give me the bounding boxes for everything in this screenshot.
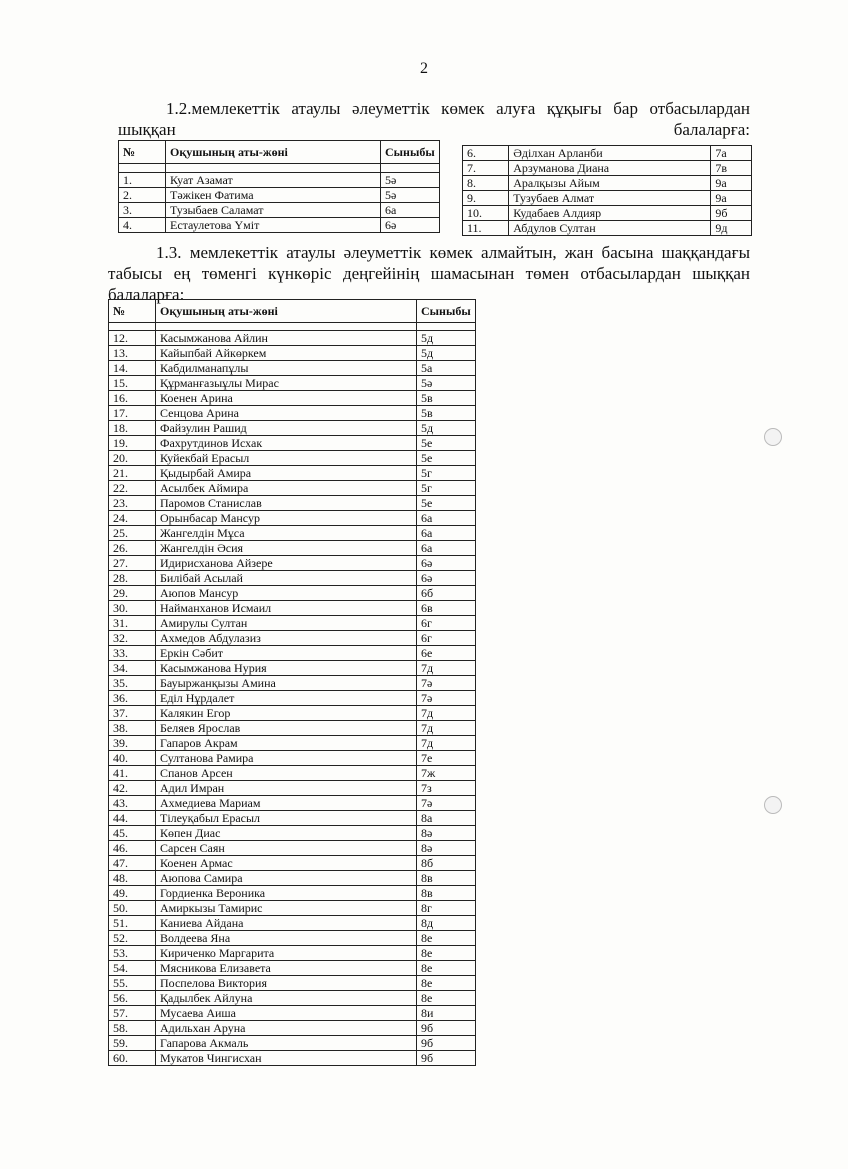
student-class: 6е (417, 646, 476, 661)
table-row (463, 206, 752, 221)
student-name: Аюпов Мансур (156, 586, 417, 601)
student-name: Волдеева Яна (156, 931, 417, 946)
student-name: Әділхан Арланби (509, 146, 711, 161)
student-class: 7ж (417, 766, 476, 781)
student-name: Естаулетова Үміт (166, 218, 381, 233)
student-name: Коенен Арина (156, 391, 417, 406)
student-class: 5д (417, 331, 476, 346)
table-spacer-row (119, 164, 440, 173)
row-number: 50. (109, 901, 156, 916)
student-class: 8и (417, 1006, 476, 1021)
student-class: 5г (417, 466, 476, 481)
row-number: 20. (109, 451, 156, 466)
table-row (109, 331, 476, 346)
student-name: Кудабаев Алдияр (509, 206, 711, 221)
student-class: 6г (417, 616, 476, 631)
student-name: Паромов Станислав (156, 496, 417, 511)
student-name: Жангелдін Мұса (156, 526, 417, 541)
row-number: 28. (109, 571, 156, 586)
row-number: 22. (109, 481, 156, 496)
student-name: Кабдилманапұлы (156, 361, 417, 376)
table-body (119, 173, 440, 233)
table-row (109, 616, 476, 631)
student-name: Беляев Ярослав (156, 721, 417, 736)
section-1-2-table-left (118, 140, 440, 233)
student-class: 6ә (417, 571, 476, 586)
table-row (109, 886, 476, 901)
row-number: 39. (109, 736, 156, 751)
table-row (109, 841, 476, 856)
student-name: Гапаров Акрам (156, 736, 417, 751)
page-number: 2 (420, 60, 428, 77)
table-row (109, 376, 476, 391)
table-row (109, 346, 476, 361)
student-class: 7е (417, 751, 476, 766)
table-row (109, 601, 476, 616)
row-number: 24. (109, 511, 156, 526)
student-class: 6б (417, 586, 476, 601)
table-row (119, 203, 440, 218)
row-number: 34. (109, 661, 156, 676)
table-row (463, 176, 752, 191)
student-class: 9а (711, 191, 752, 206)
student-name: Сенцова Арина (156, 406, 417, 421)
row-number: 13. (109, 346, 156, 361)
table-header-row (119, 141, 440, 164)
student-class: 8а (417, 811, 476, 826)
row-number: 3. (119, 203, 166, 218)
student-name: Ахмедиева Мариам (156, 796, 417, 811)
row-number: 25. (109, 526, 156, 541)
table-row (109, 796, 476, 811)
student-name: Аралқызы Айым (509, 176, 711, 191)
student-name: Найманханов Исмаил (156, 601, 417, 616)
row-number: 18. (109, 421, 156, 436)
table-row (109, 466, 476, 481)
student-name: Жангелдін Әсия (156, 541, 417, 556)
student-name: Сарсен Саян (156, 841, 417, 856)
row-number: 11. (463, 221, 509, 236)
table-row (109, 1036, 476, 1051)
student-class: 7ә (417, 676, 476, 691)
row-number: 53. (109, 946, 156, 961)
student-name: Касымжанова Айлин (156, 331, 417, 346)
row-number: 6. (463, 146, 509, 161)
student-name: Каниева Айдана (156, 916, 417, 931)
student-name: Адил Имран (156, 781, 417, 796)
student-class: 8г (417, 901, 476, 916)
row-number: 37. (109, 706, 156, 721)
student-class: 6г (417, 631, 476, 646)
table-row (109, 496, 476, 511)
table-row (463, 221, 752, 236)
row-number: 45. (109, 826, 156, 841)
student-name: Куат Азамат (166, 173, 381, 188)
student-name: Гапарова Акмаль (156, 1036, 417, 1051)
table-row (109, 451, 476, 466)
student-class: 9б (417, 1036, 476, 1051)
table-row (109, 571, 476, 586)
student-class: 7д (417, 721, 476, 736)
student-class: 8б (417, 856, 476, 871)
row-number: 30. (109, 601, 156, 616)
col-header-number: № (109, 300, 156, 323)
row-number: 9. (463, 191, 509, 206)
table-row (109, 631, 476, 646)
student-class: 7д (417, 736, 476, 751)
student-name: Еділ Нұрдалет (156, 691, 417, 706)
student-name: Куйекбай Ерасыл (156, 451, 417, 466)
student-class: 5д (417, 421, 476, 436)
col-header-class: Сыныбы (417, 300, 476, 323)
student-name: Файзулин Рашид (156, 421, 417, 436)
table-row (109, 811, 476, 826)
table-row (463, 191, 752, 206)
student-name: Тілеуқабыл Ерасыл (156, 811, 417, 826)
table-row (109, 421, 476, 436)
row-number: 32. (109, 631, 156, 646)
table-row (109, 406, 476, 421)
table-spacer-row (109, 323, 476, 331)
table-row (109, 976, 476, 991)
table-row (109, 1021, 476, 1036)
row-number: 40. (109, 751, 156, 766)
row-number: 33. (109, 646, 156, 661)
table-row (463, 146, 752, 161)
table-row (109, 586, 476, 601)
table-row (109, 736, 476, 751)
row-number: 12. (109, 331, 156, 346)
table-header-row (109, 300, 476, 323)
row-number: 8. (463, 176, 509, 191)
student-name: Гордиенка Вероника (156, 886, 417, 901)
table-row (109, 856, 476, 871)
table-row (109, 871, 476, 886)
row-number: 19. (109, 436, 156, 451)
student-class: 5е (417, 436, 476, 451)
table-body (109, 331, 476, 1066)
row-number: 48. (109, 871, 156, 886)
table-row (109, 721, 476, 736)
student-name: Ахмедов Абдулазиз (156, 631, 417, 646)
student-name: Султанова Рамира (156, 751, 417, 766)
student-name: Амиркызы Тамирис (156, 901, 417, 916)
binder-hole (764, 428, 782, 446)
section-1-3-table (108, 299, 476, 1066)
row-number: 31. (109, 616, 156, 631)
student-class: 8е (417, 961, 476, 976)
section-1-3-heading: 1.3. мемлекеттік атаулы әлеуметтік көмек алмайтын, жан басына шаққандағы табысы ең төменгі күнкөріс деңгейінің шамасынан төмен отбасылардан шыққан балаларға: (108, 243, 750, 304)
student-name: Билібай Асылай (156, 571, 417, 586)
row-number: 14. (109, 361, 156, 376)
table-row (109, 511, 476, 526)
table-row (109, 481, 476, 496)
student-name: Қадылбек Айлуна (156, 991, 417, 1006)
row-number: 41. (109, 766, 156, 781)
student-class: 7ә (417, 796, 476, 811)
row-number: 21. (109, 466, 156, 481)
row-number: 1. (119, 173, 166, 188)
row-number: 15. (109, 376, 156, 391)
table-row (109, 526, 476, 541)
student-class: 5в (417, 391, 476, 406)
student-name: Кайыпбай Айкөркем (156, 346, 417, 361)
row-number: 26. (109, 541, 156, 556)
student-name: Абдулов Султан (509, 221, 711, 236)
table-row (109, 916, 476, 931)
row-number: 56. (109, 991, 156, 1006)
row-number: 23. (109, 496, 156, 511)
row-number: 35. (109, 676, 156, 691)
table-body (463, 146, 752, 236)
student-class: 6а (417, 511, 476, 526)
table-row (109, 781, 476, 796)
row-number: 29. (109, 586, 156, 601)
row-number: 2. (119, 188, 166, 203)
student-class: 6в (417, 601, 476, 616)
table-row (109, 826, 476, 841)
row-number: 43. (109, 796, 156, 811)
table-row (109, 1051, 476, 1066)
student-class: 9б (711, 206, 752, 221)
table-row (109, 706, 476, 721)
student-name: Аюпова Самира (156, 871, 417, 886)
row-number: 10. (463, 206, 509, 221)
student-class: 9д (711, 221, 752, 236)
student-class: 8в (417, 886, 476, 901)
student-class: 7в (711, 161, 752, 176)
binder-hole (764, 796, 782, 814)
student-name: Кириченко Маргарита (156, 946, 417, 961)
row-number: 17. (109, 406, 156, 421)
student-name: Тәжікен Фатима (166, 188, 381, 203)
student-name: Касымжанова Нурия (156, 661, 417, 676)
table-row (109, 541, 476, 556)
table-row (119, 188, 440, 203)
student-name: Адильхан Аруна (156, 1021, 417, 1036)
student-class: 5г (417, 481, 476, 496)
student-class: 7а (711, 146, 752, 161)
student-name: Көпен Диас (156, 826, 417, 841)
section-1-2-table-right (462, 145, 752, 236)
student-class: 7д (417, 706, 476, 721)
col-header-name: Оқушының аты-жөні (156, 300, 417, 323)
row-number: 36. (109, 691, 156, 706)
table-row (109, 556, 476, 571)
table-row (109, 931, 476, 946)
student-name: Мясникова Елизавета (156, 961, 417, 976)
student-name: Калякин Егор (156, 706, 417, 721)
row-number: 46. (109, 841, 156, 856)
row-number: 57. (109, 1006, 156, 1021)
row-number: 52. (109, 931, 156, 946)
table-row (109, 661, 476, 676)
col-header-name: Оқушының аты-жөні (166, 141, 381, 164)
student-name: Бауыржанқызы Амина (156, 676, 417, 691)
table-row (109, 391, 476, 406)
table-row (109, 691, 476, 706)
row-number: 42. (109, 781, 156, 796)
table-row (119, 218, 440, 233)
student-class: 5в (417, 406, 476, 421)
student-class: 6ә (417, 556, 476, 571)
row-number: 54. (109, 961, 156, 976)
student-class: 5е (417, 451, 476, 466)
student-class: 9б (417, 1051, 476, 1066)
row-number: 44. (109, 811, 156, 826)
student-class: 8е (417, 946, 476, 961)
table-row (109, 436, 476, 451)
student-name: Тузыбаев Саламат (166, 203, 381, 218)
table-row (109, 751, 476, 766)
student-class: 8е (417, 976, 476, 991)
student-class: 7з (417, 781, 476, 796)
student-class: 9б (417, 1021, 476, 1036)
student-name: Спанов Арсен (156, 766, 417, 781)
student-class: 8ә (417, 841, 476, 856)
table-row (109, 766, 476, 781)
table-row (109, 901, 476, 916)
row-number: 27. (109, 556, 156, 571)
table-row (109, 946, 476, 961)
student-class: 5ә (381, 188, 440, 203)
student-name: Фахрутдинов Исхак (156, 436, 417, 451)
student-name: Мукатов Чингисхан (156, 1051, 417, 1066)
row-number: 38. (109, 721, 156, 736)
section-1-2-heading: 1.2.мемлекеттік атаулы әлеуметтік көмек алуға құқығы бар отбасылардан шыққан балаларға: (118, 99, 750, 139)
table-row (109, 961, 476, 976)
student-class: 8е (417, 991, 476, 1006)
row-number: 49. (109, 886, 156, 901)
row-number: 55. (109, 976, 156, 991)
table-row (109, 676, 476, 691)
col-header-class: Сыныбы (381, 141, 440, 164)
student-name: Арзуманова Диана (509, 161, 711, 176)
table-row (109, 646, 476, 661)
student-class: 7ә (417, 691, 476, 706)
student-name: Поспелова Виктория (156, 976, 417, 991)
student-class: 5д (417, 346, 476, 361)
student-class: 5ә (381, 173, 440, 188)
student-class: 5ә (417, 376, 476, 391)
table-row (463, 161, 752, 176)
student-class: 5е (417, 496, 476, 511)
student-class: 6а (381, 203, 440, 218)
row-number: 7. (463, 161, 509, 176)
row-number: 16. (109, 391, 156, 406)
student-class: 5а (417, 361, 476, 376)
row-number: 59. (109, 1036, 156, 1051)
student-class: 8д (417, 916, 476, 931)
student-class: 7д (417, 661, 476, 676)
student-class: 8ә (417, 826, 476, 841)
student-class: 8в (417, 871, 476, 886)
student-class: 9а (711, 176, 752, 191)
student-class: 8е (417, 931, 476, 946)
row-number: 47. (109, 856, 156, 871)
student-name: Мусаева Аиша (156, 1006, 417, 1021)
student-name: Коенен Армас (156, 856, 417, 871)
row-number: 58. (109, 1021, 156, 1036)
table-row (109, 991, 476, 1006)
student-name: Қыдырбай Амира (156, 466, 417, 481)
student-name: Тузубаев Алмат (509, 191, 711, 206)
table-row (109, 361, 476, 376)
student-class: 6ә (381, 218, 440, 233)
student-class: 6а (417, 541, 476, 556)
student-name: Асылбек Аймира (156, 481, 417, 496)
row-number: 60. (109, 1051, 156, 1066)
student-name: Орынбасар Мансур (156, 511, 417, 526)
student-name: Амирулы Султан (156, 616, 417, 631)
row-number: 4. (119, 218, 166, 233)
student-name: Құрманғазыұлы Мирас (156, 376, 417, 391)
table-row (119, 173, 440, 188)
student-class: 6а (417, 526, 476, 541)
row-number: 51. (109, 916, 156, 931)
col-header-number: № (119, 141, 166, 164)
table-row (109, 1006, 476, 1021)
student-name: Еркін Сәбит (156, 646, 417, 661)
student-name: Идирисханова Айзере (156, 556, 417, 571)
